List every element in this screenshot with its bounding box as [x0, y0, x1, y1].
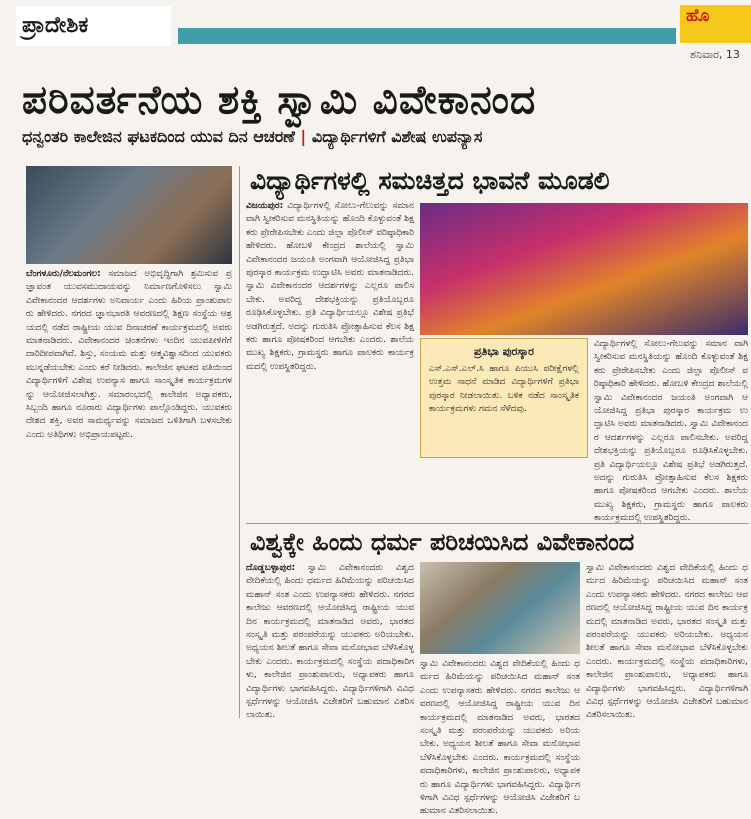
story-three-body — [246, 562, 414, 721]
story-two-photo — [420, 203, 748, 335]
story-two-headline: ವಿದ್ಯಾರ್ಥಿಗಳಲ್ಲಿ ಸಮಚಿತ್ತದ ಭಾವನೆ ಮೂಡಲಿ — [250, 166, 610, 195]
main-dateline: ಬೆಂಗಳೂರು/ನೆಲಮಂಗಲ: — [26, 269, 101, 279]
main-story-body — [26, 268, 232, 718]
story-three-body-text: ಸ್ವಾಮಿ ವಿವೇಕಾನಂದರು ವಿಶ್ವದ ವೇದಿಕೆಯಲ್ಲಿ ಹಿಂದು ಧರ್ಮದ ಹಿರಿಮೆಯನ್ನು ಪರಿಚಯಿಸಿದ ಮಹಾನ್ ಸಂತ ಎಂದು ಉಪನ್ಯಾಸಕರು ಹೇಳಿದರು. ನಗರದ ಕಾಲೇಜು ಆವರಣದಲ್ಲಿ ಆಯೋಜಿಸಿದ್ದ ರಾಷ್ಟ್ರೀಯ ಯುವ ದಿನ ಕಾರ್ಯಕ್ರಮದಲ್ಲಿ ಮಾತನಾಡಿದ ಅವರು, ಭಾರತದ ಸಂಸ್ಕೃತಿ ಮತ್ತು ಪರಂಪರೆಯನ್ನು ಯುವಕರು ಅರಿಯಬೇಕು. ಅಧ್ಯಯನ ಶೀಲತೆ ಹಾಗೂ ಸೇವಾ ಮನೋಭಾವ ಬೆಳೆಸಿಕೊಳ್ಳಬೇಕು ಎಂದರು. ಕಾರ್ಯಕ್ರಮದಲ್ಲಿ ಸಂಸ್ಥೆಯ ಪದಾಧಿಕಾರಿಗಳು, ಕಾಲೇಜಿನ ಪ್ರಾಂಶುಪಾಲರು, ಅಧ್ಯಾಪಕರು ಹಾಗೂ ವಿದ್ಯಾರ್ಥಿಗಳು ಭಾಗವಹಿಸಿದ್ದರು. ವಿದ್ಯಾರ್ಥಿಗಳಿಗಾಗಿ ವಿವಿಧ ಸ್ಪರ್ಧೆಗಳನ್ನು ಆಯೋಜಿಸಿ ವಿಜೇತರಿಗೆ ಬಹುಮಾನ ವಿತರಿಸಲಾಯಿತು. — [246, 563, 414, 721]
story-three-headline: ವಿಶ್ವಕ್ಕೇ ಹಿಂದು ಧರ್ಮ ಪರಿಚಯಿಸಿದ ವಿವೇಕಾನಂದ — [250, 528, 635, 556]
issue-date: ಶನಿವಾರ, 13 — [690, 48, 740, 61]
story-two-continued: ವಿದ್ಯಾರ್ಥಿಗಳಲ್ಲಿ ಸೋಲು-ಗೆಲುವನ್ನು ಸಮಾನ ವಾಗಿ ಸ್ವೀಕರಿಸುವ ಮನಸ್ಥಿತಿಯನ್ನು ಹೊಂದಿ ಕೊಳ್ಳುವಂತೆ ಶಿಕ್ಷಕರು ಪ್ರೇರೇಪಿಸಬೇಕು ಎಂದು ಜಿಲ್ಲಾ ಪೊಲೀಸ್ ವರಿಷ್ಠಾಧಿಕಾರಿ ಹೇಳಿದರು. ಹೋಬಳಿ ಕೇಂದ್ರದ ಶಾಲೆಯಲ್ಲಿ ಸ್ವಾಮಿ ವಿವೇಕಾನಂದರ ಜಯಂತಿ ಅಂಗವಾಗಿ ಆಯೋಜಿಸಿದ್ದ ಪ್ರತಿಭಾ ಪುರಸ್ಕಾರ ಕಾರ್ಯಕ್ರಮ ಉದ್ಘಾಟಿಸಿ ಅವರು ಮಾತನಾಡಿದರು. ಸ್ವಾಮಿ ವಿವೇಕಾನಂದರ ಆದರ್ಶಗಳನ್ನು ಎಲ್ಲರೂ ಪಾಲಿಸಬೇಕು. ಅವರಿದ್ದ ದೇಶಭಕ್ತಿಯನ್ನು ಪ್ರತಿಯೊಬ್ಬರೂ ರೂಢಿಸಿಕೊಳ್ಳಬೇಕು. ಪ್ರತಿ ವಿದ್ಯಾರ್ಥಿಯಲ್ಲೂ ವಿಶೇಷ ಪ್ರತಿಭೆ ಅಡಗಿರುತ್ತದೆ. ಅದನ್ನು ಗುರುತಿಸಿ ಪ್ರೋತ್ಸಾಹಿಸುವ ಕೆಲಸ ಶಿಕ್ಷಕರು ಹಾಗೂ ಪೋಷಕರಿಂದ ಆಗಬೇಕು ಎಂದರು. ಶಾಲೆಯ ಮುಖ್ಯ ಶಿಕ್ಷಕರು, ಗ್ರಾಮಸ್ಥರು ಹಾಗೂ ಪಾಲಕರು ಕಾರ್ಯಕ್ರಮದಲ್ಲಿ ಉಪಸ್ಥಿತರಿದ್ದರು. — [594, 339, 748, 524]
story-separator — [246, 523, 749, 524]
subhead-left: ಧನ್ವಂತರಿ ಕಾಲೇಜಿನ ಘಟಕದಿಂದ ಯುವ ದಿನ ಆಚರಣೆ — [22, 127, 295, 146]
story-two-dateline: ವಿಜಯಪುರ: — [246, 201, 284, 211]
column-divider — [239, 166, 240, 718]
main-subhead — [22, 127, 482, 147]
story-three-col-mid — [420, 658, 580, 817]
story-two-body-text: ವಿದ್ಯಾರ್ಥಿಗಳಲ್ಲಿ ಸೋಲು-ಗೆಲುವನ್ನು ಸಮಾನ ವಾಗಿ ಸ್ವೀಕರಿಸುವ ಮನಸ್ಥಿತಿಯನ್ನು ಹೊಂದಿ ಕೊಳ್ಳುವಂತೆ ಶಿಕ್ಷಕರು ಪ್ರೇರೇಪಿಸಬೇಕು ಎಂದು ಜಿಲ್ಲಾ ಪೊಲೀಸ್ ವರಿಷ್ಠಾಧಿಕಾರಿ ಹೇಳಿದರು. ಹೋಬಳಿ ಕೇಂದ್ರದ ಶಾಲೆಯಲ್ಲಿ ಸ್ವಾಮಿ ವಿವೇಕಾನಂದರ ಜಯಂತಿ ಅಂಗವಾಗಿ ಆಯೋಜಿಸಿದ್ದ ಪ್ರತಿಭಾ ಪುರಸ್ಕಾರ ಕಾರ್ಯಕ್ರಮ ಉದ್ಘಾಟಿಸಿ ಅವರು ಮಾತನಾಡಿದರು. ಸ್ವಾಮಿ ವಿವೇಕಾನಂದರ ಆದರ್ಶಗಳನ್ನು ಎಲ್ಲರೂ ಪಾಲಿಸಬೇಕು. ಅವರಿದ್ದ ದೇಶಭಕ್ತಿಯನ್ನು ಪ್ರತಿಯೊಬ್ಬರೂ ರೂಢಿಸಿಕೊಳ್ಳಬೇಕು. ಪ್ರತಿ ವಿದ್ಯಾರ್ಥಿಯಲ್ಲೂ ವಿಶೇಷ ಪ್ರತಿಭೆ ಅಡಗಿರುತ್ತದೆ. ಅದನ್ನು ಗುರುತಿಸಿ ಪ್ರೋತ್ಸಾಹಿಸುವ ಕೆಲಸ ಶಿಕ್ಷಕರು ಹಾಗೂ ಪೋಷಕರಿಂದ ಆಗಬೇಕು ಎಂದರು. ಶಾಲೆಯ ಮುಖ್ಯ ಶಿಕ್ಷಕರು, ಗ್ರಾಮಸ್ಥರು ಹಾಗೂ ಪಾಲಕರು ಕಾರ್ಯಕ್ರಮದಲ್ಲಿ ಉಪಸ್ಥಿತರಿದ್ದರು. — [246, 201, 414, 372]
story-three-continued-right: ಸ್ವಾಮಿ ವಿವೇಕಾನಂದರು ವಿಶ್ವದ ವೇದಿಕೆಯಲ್ಲಿ ಹಿಂದು ಧರ್ಮದ ಹಿರಿಮೆಯನ್ನು ಪರಿಚಯಿಸಿದ ಮಹಾನ್ ಸಂತ ಎಂದು ಉಪನ್ಯಾಸಕರು ಹೇಳಿದರು. ನಗರದ ಕಾಲೇಜು ಆವರಣದಲ್ಲಿ ಆಯೋಜಿಸಿದ್ದ ರಾಷ್ಟ್ರೀಯ ಯುವ ದಿನ ಕಾರ್ಯಕ್ರಮದಲ್ಲಿ ಮಾತನಾಡಿದ ಅವರು, ಭಾರತದ ಸಂಸ್ಕೃತಿ ಮತ್ತು ಪರಂಪರೆಯನ್ನು ಯುವಕರು ಅರಿಯಬೇಕು. ಅಧ್ಯಯನ ಶೀಲತೆ ಹಾಗೂ ಸೇವಾ ಮನೋಭಾವ ಬೆಳೆಸಿಕೊಳ್ಳಬೇಕು ಎಂದರು. ಕಾರ್ಯಕ್ರಮದಲ್ಲಿ ಸಂಸ್ಥೆಯ ಪದಾಧಿಕಾರಿಗಳು, ಕಾಲೇಜಿನ ಪ್ರಾಂಶುಪಾಲರು, ಅಧ್ಯಾಪಕರು ಹಾಗೂ ವಿದ್ಯಾರ್ಥಿಗಳು ಭಾಗವಹಿಸಿದ್ದರು. ವಿದ್ಯಾರ್ಥಿಗಳಿಗಾಗಿ ವಿವಿಧ ಸ್ಪರ್ಧೆಗಳನ್ನು ಆಯೋಜಿಸಿ ವಿಜೇತರಿಗೆ ಬಹುಮಾನ ವಿತರಿಸಲಾಯಿತು. — [586, 563, 748, 721]
award-box — [420, 338, 588, 458]
section-rule — [178, 28, 676, 44]
story-three-col-right — [586, 562, 748, 721]
story-three-photo — [420, 562, 580, 654]
story-three-dateline: ದೊಡ್ಡಬಳ್ಳಾಪುರ: — [246, 563, 296, 573]
main-headline: ಪರಿವರ್ತನೆಯ ಶಕ್ತಿ ಸ್ವಾಮಿ ವಿವೇಕಾನಂದ — [22, 78, 537, 123]
story-two-col-right — [594, 338, 748, 524]
main-body-text: ಸಮಾಜದ ಅಭಿವೃದ್ಧಿಗಾಗಿ ಶ್ರಮಿಸುವ ಪ್ರಜ್ಞಾವಂತ ಯುವಸಮುದಾಯವನ್ನು ನಿರ್ಮಾಣಗೊಳಿಸಲು ಸ್ವಾಮಿ ವಿವೇಕಾನಂದರ ಆದರ್ಶಗಳು ಅನಿವಾರ್ಯ ಎಂದು ಹಿರಿಯ ಪ್ರಾಂಶುಪಾಲರು ಹೇಳಿದರು. ನಗರದ ಜ್ಞಾನಭಾರತಿ ಆವರಣದಲ್ಲಿ ಶಿಕ್ಷಣ ಸಂಸ್ಥೆಯ ಆಶ್ರಯದಲ್ಲಿ ನಡೆದ ರಾಷ್ಟ್ರೀಯ ಯುವ ದಿನಾಚರಣೆ ಕಾರ್ಯಕ್ರಮದಲ್ಲಿ ಅವರು ಮಾತನಾಡಿದರು. ವಿವೇಕಾನಂದರ ಚಿಂತನೆಗಳು ಇಂದಿನ ಯುವಪೀಳಿಗೆಗೆ ದಾರಿದೀಪವಾಗಿವೆ. ಶಿಸ್ತು, ಸಂಯಮ ಮತ್ತು ಆತ್ಮವಿಶ್ವಾಸದಿಂದ ಯುವಕರು ಮುನ್ನಡೆಯಬೇಕು ಎಂದು ಕರೆ ನೀಡಿದರು. ಕಾಲೇಜಿನ ಘಟಕದ ವತಿಯಿಂದ ವಿದ್ಯಾರ್ಥಿಗಳಿಗೆ ವಿಶೇಷ ಉಪನ್ಯಾಸ ಹಾಗೂ ಸಾಂಸ್ಕೃತಿಕ ಕಾರ್ಯಕ್ರಮಗಳನ್ನು ಆಯೋಜಿಸಲಾಗಿತ್ತು. ಸಮಾರಂಭದಲ್ಲಿ ಕಾಲೇಜಿನ ಅಧ್ಯಾಪಕರು, ಸಿಬ್ಬಂದಿ ಹಾಗೂ ನೂರಾರು ವಿದ್ಯಾರ್ಥಿಗಳು ಪಾಲ್ಗೊಂಡಿದ್ದರು. ಯುವಕರು ದೇಶದ ಶಕ್ತಿ, ಅವರ ಸಾಮರ್ಥ್ಯವನ್ನು ಸಮಾಜದ ಒಳಿತಿಗಾಗಿ ಬಳಸಬೇಕು ಎಂದು ಅತಿಥಿಗಳು ಅಭಿಪ್ರಾಯಪಟ್ಟರು. — [26, 269, 232, 440]
subhead-separator: | — [300, 127, 307, 146]
main-story-photo — [26, 166, 232, 264]
story-three-continued: ಸ್ವಾಮಿ ವಿವೇಕಾನಂದರು ವಿಶ್ವದ ವೇದಿಕೆಯಲ್ಲಿ ಹಿಂದು ಧರ್ಮದ ಹಿರಿಮೆಯನ್ನು ಪರಿಚಯಿಸಿದ ಮಹಾನ್ ಸಂತ ಎಂದು ಉಪನ್ಯಾಸಕರು ಹೇಳಿದರು. ನಗರದ ಕಾಲೇಜು ಆವರಣದಲ್ಲಿ ಆಯೋಜಿಸಿದ್ದ ರಾಷ್ಟ್ರೀಯ ಯುವ ದಿನ ಕಾರ್ಯಕ್ರಮದಲ್ಲಿ ಮಾತನಾಡಿದ ಅವರು, ಭಾರತದ ಸಂಸ್ಕೃತಿ ಮತ್ತು ಪರಂಪರೆಯನ್ನು ಯುವಕರು ಅರಿಯಬೇಕು. ಅಧ್ಯಯನ ಶೀಲತೆ ಹಾಗೂ ಸೇವಾ ಮನೋಭಾವ ಬೆಳೆಸಿಕೊಳ್ಳಬೇಕು ಎಂದರು. ಕಾರ್ಯಕ್ರಮದಲ್ಲಿ ಸಂಸ್ಥೆಯ ಪದಾಧಿಕಾರಿಗಳು, ಕಾಲೇಜಿನ ಪ್ರಾಂಶುಪಾಲರು, ಅಧ್ಯಾಪಕರು ಹಾಗೂ ವಿದ್ಯಾರ್ಥಿಗಳು ಭಾಗವಹಿಸಿದ್ದರು. ವಿದ್ಯಾರ್ಥಿಗಳಿಗಾಗಿ ವಿವಿಧ ಸ್ಪರ್ಧೆಗಳನ್ನು ಆಯೋಜಿಸಿ ವಿಜೇತರಿಗೆ ಬಹುಮಾನ ವಿತರಿಸಲಾಯಿತು. — [420, 659, 580, 817]
award-box-title: ಪ್ರತಿಭಾ ಪುರಸ್ಕಾರ — [474, 345, 534, 358]
story-two-body — [246, 200, 414, 520]
section-label: ಪ್ರಾದೇಶಿಕ — [16, 6, 171, 46]
award-box-body: ಎಸ್.ಎಸ್.ಎಲ್.ಸಿ ಹಾಗೂ ಪಿಯುಸಿ ಪರೀಕ್ಷೆಗಳಲ್ಲಿ ಉತ್ತಮ ಸಾಧನೆ ಮಾಡಿದ ವಿದ್ಯಾರ್ಥಿಗಳಿಗೆ ಪ್ರತಿಭಾ ಪುರಸ್ಕಾರ ನೀಡಲಾಯಿತು. ಬಳಿಕ ನಡೆದ ಸಾಂಸ್ಕೃತಿಕ ಕಾರ್ಯಕ್ರಮಗಳು ಗಮನ ಸೆಳೆದವು. — [429, 364, 579, 415]
brand-text: ಹೊ — [686, 6, 710, 26]
subhead-right: ವಿದ್ಯಾರ್ಥಿಗಳಿಗೆ ವಿಶೇಷ ಉಪನ್ಯಾಸ — [311, 127, 483, 146]
